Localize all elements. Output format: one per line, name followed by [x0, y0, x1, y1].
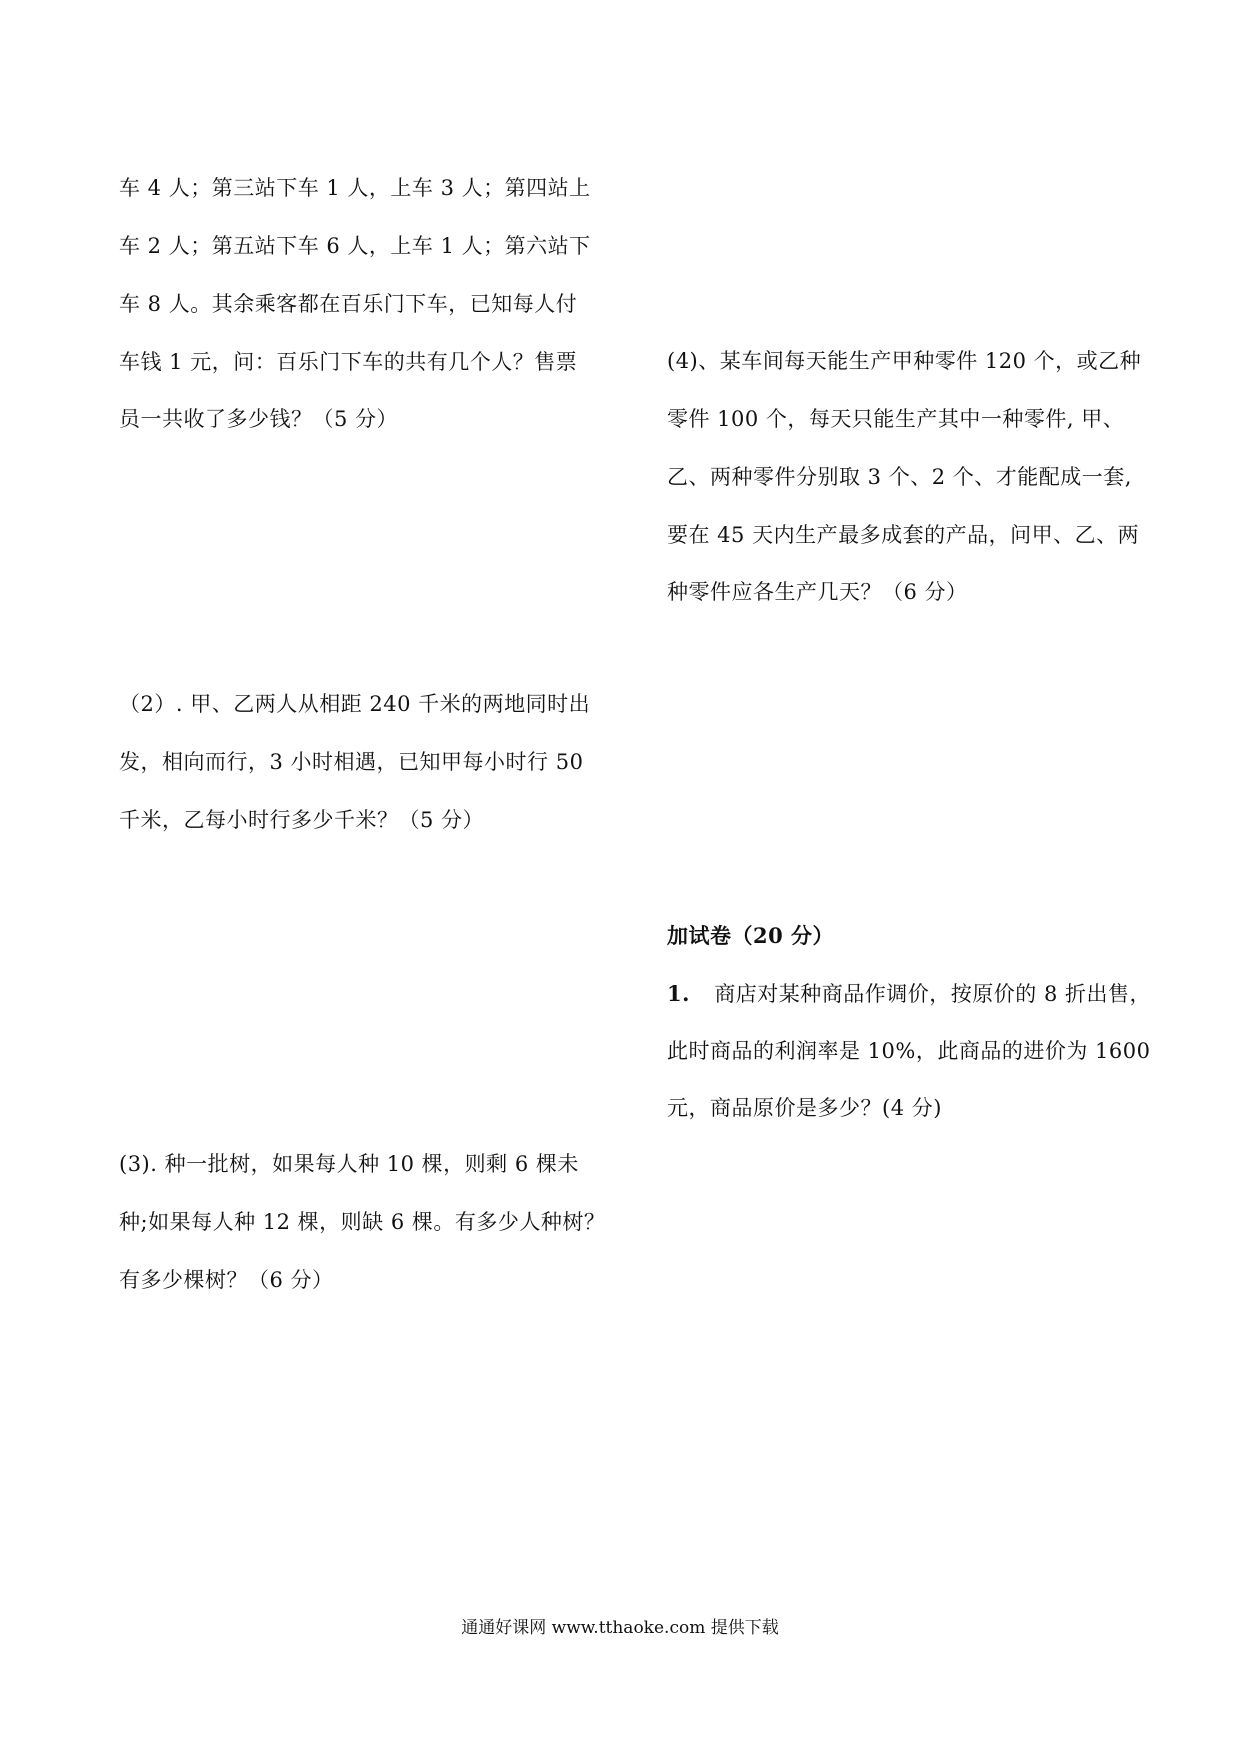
bonus-q1-line-2: 此时商品的利润率是 10%，此商品的进价为 1600 [667, 1039, 1151, 1063]
bonus-heading: 加试卷（20 分） [667, 923, 835, 948]
bonus-q1-line-1-text: 商店对某种商品作调价，按原价的 8 折出售， [714, 982, 1152, 1006]
q2-line-3: 千米，乙每小时行多少千米？（5 分） [119, 808, 485, 832]
q4-line-5: 种零件应各生产几天？（6 分） [667, 580, 968, 604]
q3-line-1: (3). 种一批树，如果每人种 10 棵，则剩 6 棵未 [119, 1152, 579, 1176]
q1-line-1: 车 4 人；第三站下车 1 人，上车 3 人；第四站上 [119, 176, 591, 200]
q1-line-5: 员一共收了多少钱？（5 分） [119, 407, 399, 431]
q2-line-1: （2）. 甲、乙两人从相距 240 千米的两地同时出 [119, 692, 591, 716]
q1-line-3: 车 8 人。其余乘客都在百乐门下车，已知每人付 [119, 292, 578, 316]
q3-line-3: 有多少棵树？（6 分） [119, 1268, 334, 1292]
q4-line-2: 零件 100 个，每天只能生产其中一种零件, 甲、 [667, 407, 1125, 431]
bonus-q1-line-3: 元，商品原价是多少？(4 分) [667, 1096, 942, 1120]
q4-line-3: 乙、两种零件分别取 3 个、2 个、才能配成一套, [667, 465, 1132, 489]
bonus-q1-line-1 [667, 980, 1151, 1008]
q1-line-2: 车 2 人；第五站下车 6 人，上车 1 人；第六站下 [119, 234, 591, 258]
q2-line-2: 发，相向而行，3 小时相遇，已知甲每小时行 50 [119, 750, 584, 774]
bonus-q1-number: 1. [667, 981, 690, 1006]
q4-line-1: (4)、某车间每天能生产甲种零件 120 个，或乙种 [667, 349, 1142, 373]
q1-line-4: 车钱 1 元，问：百乐门下车的共有几个人？售票 [119, 350, 578, 374]
q4-line-4: 要在 45 天内生产最多成套的产品，问甲、乙、两 [667, 523, 1140, 547]
page-footer: 通通好课网 www.tthaoke.com 提供下载 [461, 1618, 779, 1638]
q3-line-2: 种;如果每人种 12 棵，则缺 6 棵。有多少人种树？ [119, 1210, 606, 1234]
